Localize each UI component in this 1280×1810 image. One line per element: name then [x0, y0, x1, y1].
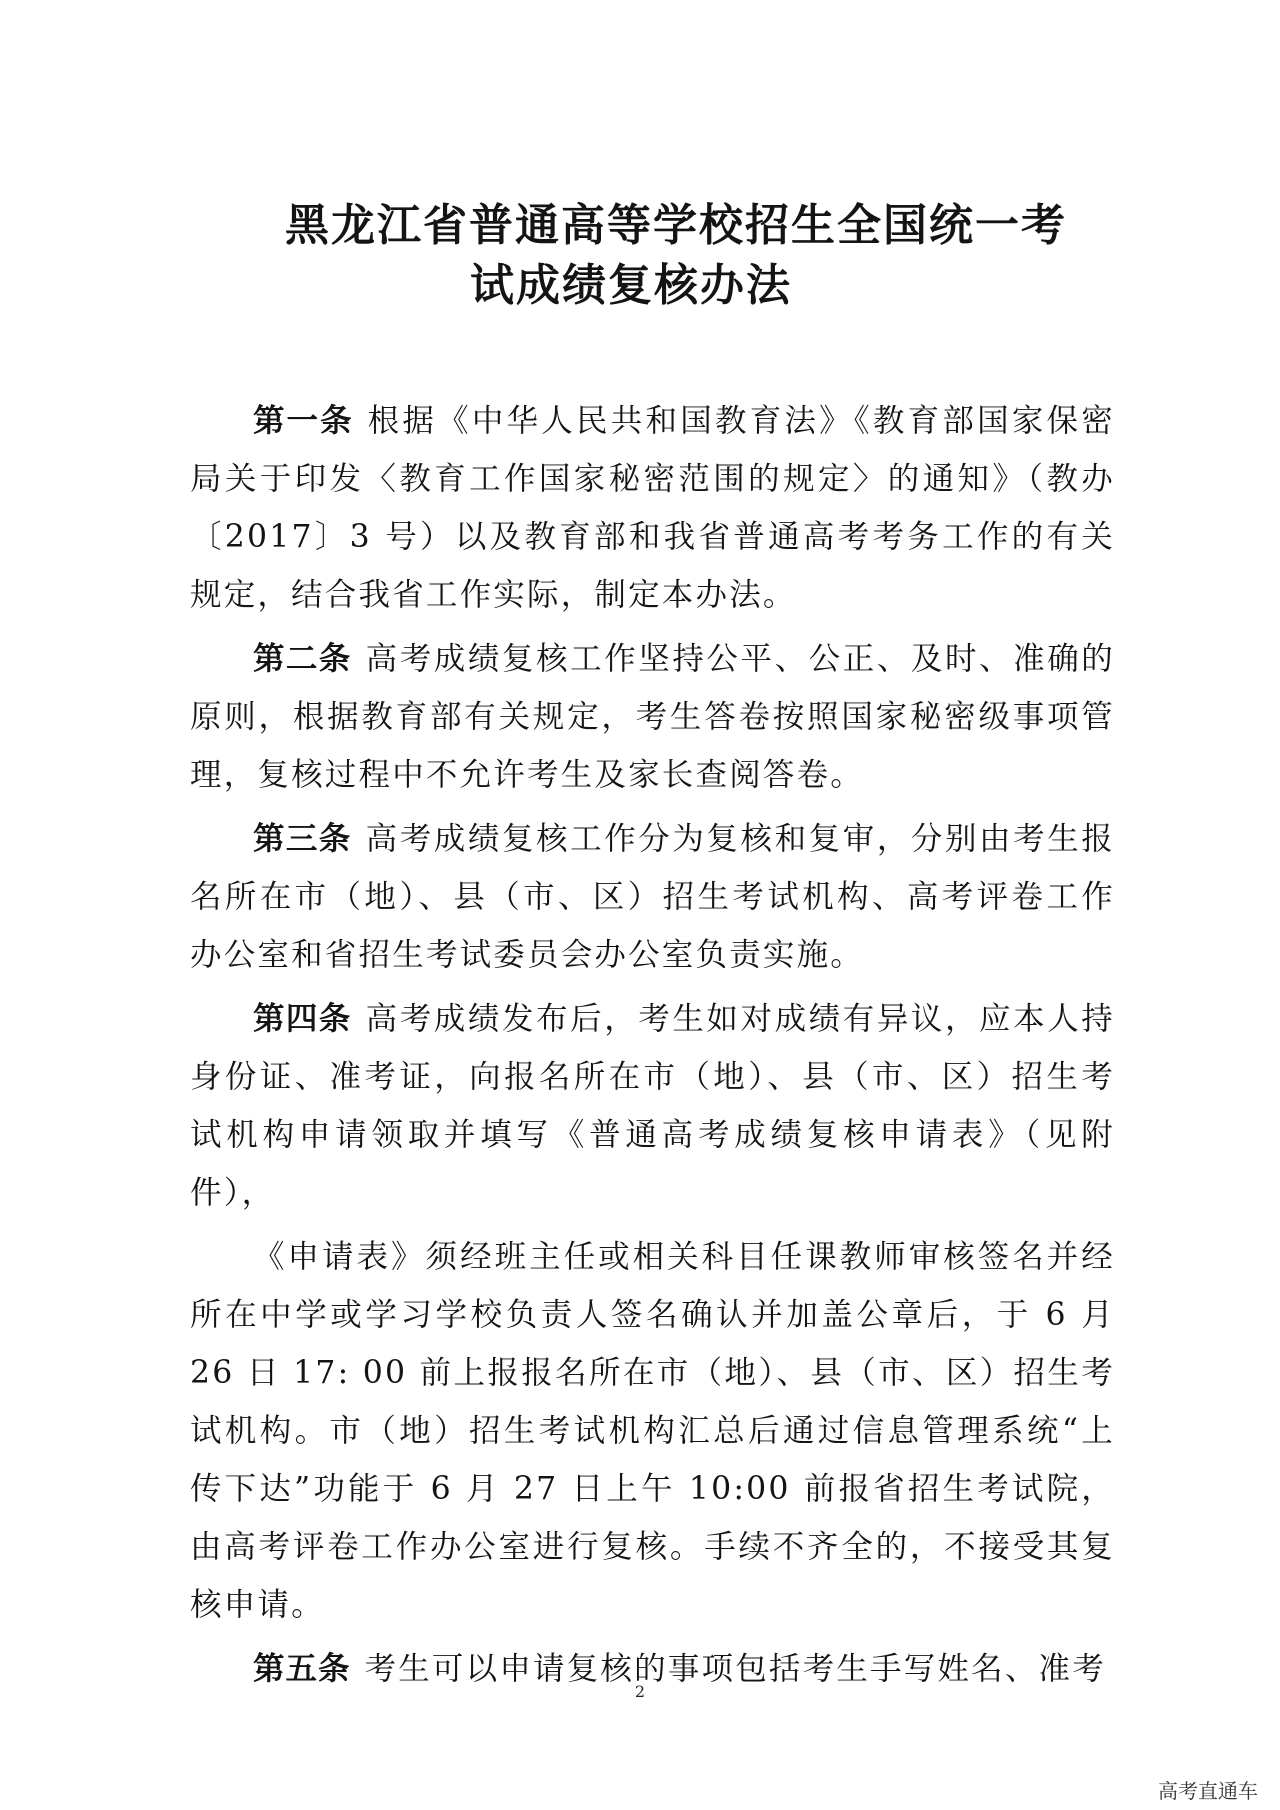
article-label: 第二条	[253, 641, 352, 677]
article-text: 高考成绩复核工作分为复核和复审，分别由考生报名所在市（地）、县（市、区）招生考试机构、高考评卷工作办公室和省招生考试委员会办公室负责实施。	[190, 821, 1115, 973]
article-label: 第一条	[253, 403, 354, 439]
article-text: 高考成绩复核工作坚持公平、公正、及时、准确的原则，根据教育部有关规定，考生答卷按照国家秘密级事项管理，复核过程中不允许考生及家长查阅答卷。	[190, 641, 1115, 793]
document-title	[285, 196, 1105, 316]
watermark: 高考直通车	[1136, 1772, 1280, 1810]
article-text: 高考成绩发布后，考生如对成绩有异议，应本人持身份证、准考证，向报名所在市（地）、县（市、区）招生考试机构申请领取并填写《普通高考成绩复核申请表》（见附件），	[190, 1001, 1115, 1211]
article-label: 第五条	[253, 1651, 351, 1687]
article-label: 第四条	[253, 1001, 352, 1037]
article-text: 考生可以申请复核的事项包括考生手写姓名、准考	[364, 1651, 1106, 1687]
document-body	[190, 392, 1115, 1704]
article-3	[190, 810, 1115, 984]
article-4-continued	[190, 1228, 1115, 1634]
article-1	[190, 392, 1115, 624]
article-text: 根据《中华人民共和国教育法》《教育部国家保密局关于印发〈教育工作国家秘密范围的规定〉的通知》（教办〔2017〕3 号）以及教育部和我省普通高考考务工作的有关规定，结合我省工作实际，制定本办法。	[190, 403, 1115, 613]
title-line-1: 黑龙江省普通高等学校招生全国统一考	[285, 200, 1067, 251]
article-text: 《申请表》须经班主任或相关科目任课教师审核签名并经所在中学或学习学校负责人签名确认并加盖公章后，于 6 月 26 日 17: 00 前上报报名所在市（地）、县（市、区）招生考试机构。市（地）招生考试机构汇总后通过信息管理系统“上传下达”功能于 6 月 27 日上午 10:00 前报省招生考试院，由高考评卷工作办公室进行复核。手续不齐全的，不接受其复核申请。	[190, 1239, 1115, 1623]
page-number: 2	[634, 1682, 646, 1701]
title-line-2: 试成绩复核办法	[470, 260, 792, 311]
article-4	[190, 990, 1115, 1222]
article-label: 第三条	[253, 821, 352, 857]
article-2	[190, 630, 1115, 804]
